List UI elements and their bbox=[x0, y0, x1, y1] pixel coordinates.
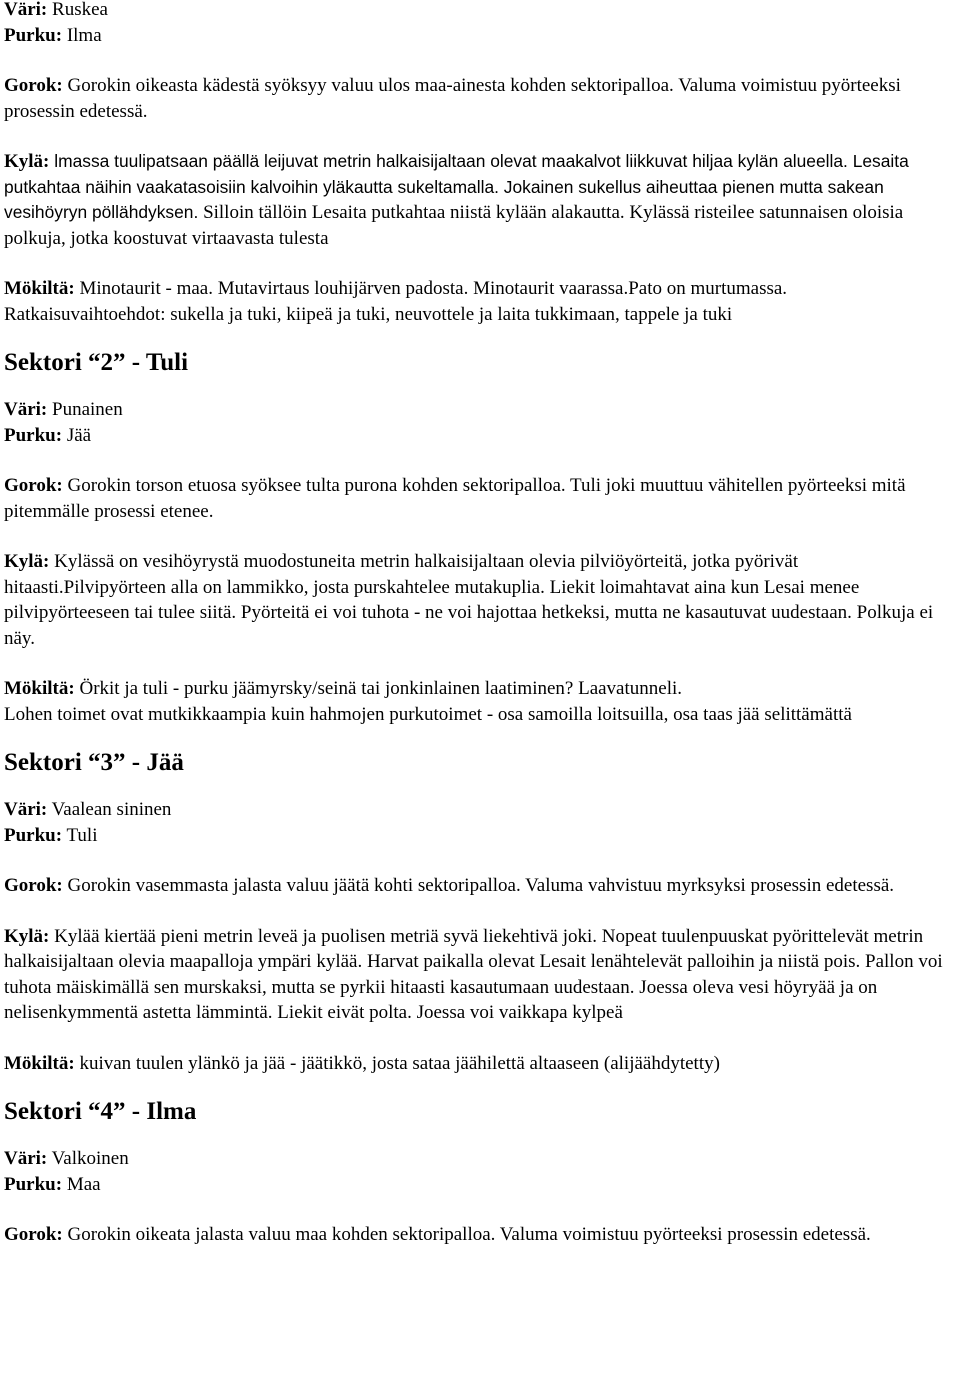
village-paragraph bbox=[4, 149, 956, 251]
gorok-text: Gorokin torson etuosa syöksee tulta purona kohden sektoripalloa. Tuli joki muuttuu vähitellen pyörteeksi mitä pitemmälle prosessi etenee. bbox=[4, 475, 906, 522]
village-text-sans: lmassa tuulipatsaan päällä leijuvat metrin halkaisijaltaan olevat maakalvot liikkuvat hiljaa kylän alueella. Lesaita putkahtaa näihin vaakatasoisiin kalvoihin yläkautta sukeltamalla. Jokainen sukellus aiheuttaa pienen mutta sakean vesihöyryn pöllähdyksen. bbox=[4, 151, 909, 222]
gorok-label: Gorok: bbox=[4, 75, 63, 96]
gorok-paragraph bbox=[4, 473, 956, 524]
village-label: Kylä: bbox=[4, 925, 50, 947]
color-label: Väri: bbox=[4, 799, 48, 820]
salmon-paragraph: Lohen toimet ovat mutkikkaampia kuin hahmojen purkutoimet - osa samoilla loitsuilla, osa taas jää selittämättä bbox=[4, 703, 852, 725]
discharge-line bbox=[4, 23, 956, 49]
sector-2-heading: Sektori “2” - Tuli bbox=[4, 349, 189, 376]
sector-4-heading: Sektori “4” - Ilma bbox=[4, 1098, 197, 1125]
color-line bbox=[4, 1146, 956, 1172]
discharge-line bbox=[4, 1172, 956, 1198]
solutions-paragraph: Ratkaisuvaihtoehdot: sukella ja tuki, kiipeä ja tuki, neuvottele ja laita tukkimaan, tappele ja tuki bbox=[4, 303, 733, 325]
village-text: Kylässä on vesihöyrystä muodostuneita metrin halkaisijaltaan olevia pilviöyörteitä, jotka pyörivät hitaasti.Pilvipyörteen alla on lammikko, josta purskahtelee mutakuplia. Liekit loimahtavat aina kun Lesai menee pilvipyörteeseen tai tulee siitä. Pyörteitä ei voi tuhota - ne voi hajottaa hetkeksi, mutta ne kasautuvat uudestaan. Polkuja ei näy. bbox=[4, 551, 934, 649]
discharge-line bbox=[4, 423, 956, 449]
village-label: Kylä: bbox=[4, 551, 50, 572]
gorok-paragraph bbox=[4, 1222, 956, 1248]
color-label: Väri: bbox=[4, 1148, 48, 1169]
cabin-label: Mökiltä: bbox=[4, 1052, 75, 1074]
color-value: Vaalean sininen bbox=[47, 799, 172, 820]
discharge-value: Maa bbox=[62, 1173, 101, 1195]
village-text: Kylää kiertää pieni metrin leveä ja puolisen metriä syvä liekehtivä joki. Nopeat tuulenpuuskat pyörittelevät metrin halkaisijaltaan olevia maapalloja ympäri kylää. Harvat paikalla olevat Lesait lenähtelevät palloihin ja niistä pois. Pallon voi tuhota mäiskimällä sen murskaksi, mutta se pyrkii hitaasti kasautumaan uudestaan. Joessa oleva vesi höyryää ja on nelisenkymmentä astetta lämmintä. Liekit eivät polta. Joessa voi vaikkapa kylpeä bbox=[4, 925, 943, 1023]
cabin-text: kuivan tuulen ylänkö ja jää - jäätikkö, josta sataa jäähilettä altaaseen (alijäähdytetty) bbox=[74, 1052, 720, 1074]
gorok-paragraph bbox=[4, 873, 956, 899]
cabin-text: Minotaurit - maa. Mutavirtaus louhijärven padosta. Minotaurit vaarassa.Pato on murtumassa. bbox=[74, 278, 788, 299]
color-line bbox=[4, 397, 956, 423]
gorok-paragraph bbox=[4, 73, 956, 124]
color-label: Väri: bbox=[4, 0, 48, 20]
discharge-line bbox=[4, 823, 956, 849]
color-label: Väri: bbox=[4, 399, 48, 420]
gorok-text: Gorokin vasemmasta jalasta valuu jäätä kohti sektoripalloa. Valuma vahvistuu myrksyksi prosessin edetessä. bbox=[62, 875, 895, 896]
document-body bbox=[4, 0, 956, 1248]
discharge-value: Ilma bbox=[62, 24, 102, 46]
village-paragraph bbox=[4, 924, 956, 1026]
gorok-label: Gorok: bbox=[4, 1224, 63, 1245]
cabin-label: Mökiltä: bbox=[4, 678, 75, 699]
discharge-label: Purku: bbox=[4, 424, 63, 446]
cabin-paragraph bbox=[4, 676, 956, 702]
discharge-value: Tuli bbox=[62, 824, 98, 846]
cabin-paragraph bbox=[4, 1051, 956, 1077]
color-line bbox=[4, 797, 956, 823]
discharge-value: Jää bbox=[62, 424, 92, 446]
gorok-text: Gorokin oikeasta kädestä syöksyy valuu ulos maa-ainesta kohden sektoripalloa. Valuma voimistuu pyörteeksi prosessin edetessä. bbox=[4, 75, 901, 122]
cabin-label: Mökiltä: bbox=[4, 278, 75, 299]
cabin-text: Örkit ja tuli - purku jäämyrsky/seinä tai jonkinlainen laatiminen? Laavatunneli. bbox=[74, 678, 683, 699]
discharge-label: Purku: bbox=[4, 24, 63, 46]
cabin-paragraph bbox=[4, 276, 956, 302]
gorok-label: Gorok: bbox=[4, 875, 63, 896]
village-paragraph bbox=[4, 549, 956, 651]
discharge-label: Purku: bbox=[4, 1173, 63, 1195]
gorok-text: Gorokin oikeata jalasta valuu maa kohden sektoripalloa. Valuma voimistuu pyörteeksi prosessin edetessä. bbox=[62, 1224, 871, 1245]
color-value: Punainen bbox=[47, 399, 123, 420]
gorok-label: Gorok: bbox=[4, 475, 63, 496]
color-value: Valkoinen bbox=[47, 1148, 129, 1169]
color-value: Ruskea bbox=[47, 0, 108, 20]
village-label: Kylä: bbox=[4, 151, 50, 172]
color-line bbox=[4, 0, 956, 23]
discharge-label: Purku: bbox=[4, 824, 63, 846]
sector-3-heading: Sektori “3” - Jää bbox=[4, 749, 184, 776]
village-text: Silloin tällöin Lesaita putkahtaa niistä kylään alakautta. Kylässä risteilee satunnaisen oloisia polkuja, jotka koostuvat virtaavasta tulesta bbox=[4, 202, 904, 249]
